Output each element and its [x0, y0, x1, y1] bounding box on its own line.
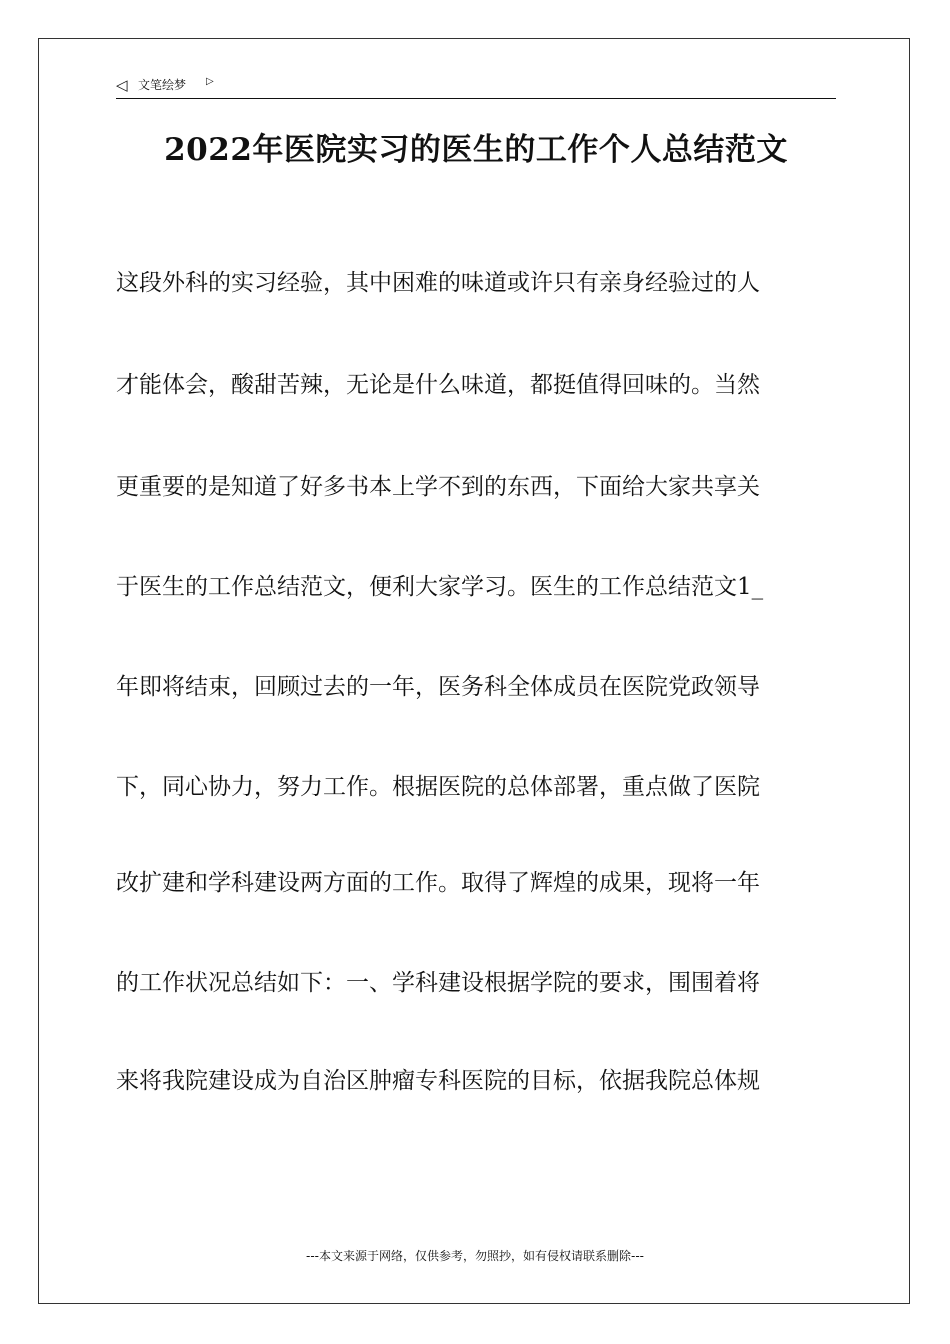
header-brand: 文笔绘梦: [138, 78, 187, 92]
body-line-5: 年即将结束，回顾过去的一年，医务科全体成员在医院党政领导: [116, 674, 760, 700]
body-line-7: 改扩建和学科建设两方面的工作。取得了辉煌的成果，现将一年: [116, 870, 760, 896]
document-title: 2022年医院实习的医生的工作个人总结范文: [164, 132, 788, 168]
body-line-4: 于医生的工作总结范文，便利大家学习。医生的工作总结范文1_: [116, 574, 764, 600]
body-line-9: 来将我院建设成为自治区肿瘤专科医院的目标，依据我院总体规: [116, 1068, 760, 1094]
body-line-1: 这段外科的实习经验，其中困难的味道或许只有亲身经验过的人: [116, 270, 760, 296]
body-line-3: 更重要的是知道了好多书本上学不到的东西，下面给大家共享关: [116, 474, 760, 500]
triangle-right-icon: ▷: [206, 76, 214, 87]
body-line-8: 的工作状况总结如下：一、学科建设根据学院的要求，围围着将: [116, 970, 760, 996]
body-line-2: 才能体会，酸甜苦辣，无论是什么味道，都挺值得回味的。当然: [116, 372, 760, 398]
page-header: [116, 74, 836, 99]
body-line-6: 下，同心协力，努力工作。根据医院的总体部署，重点做了医院: [116, 774, 760, 800]
page-border: [38, 38, 910, 1304]
triangle-left-icon: ◁: [116, 76, 128, 94]
footer-notice: ---本文来源于网络，仅供参考，勿照抄，如有侵权请联系删除---: [306, 1249, 644, 1263]
